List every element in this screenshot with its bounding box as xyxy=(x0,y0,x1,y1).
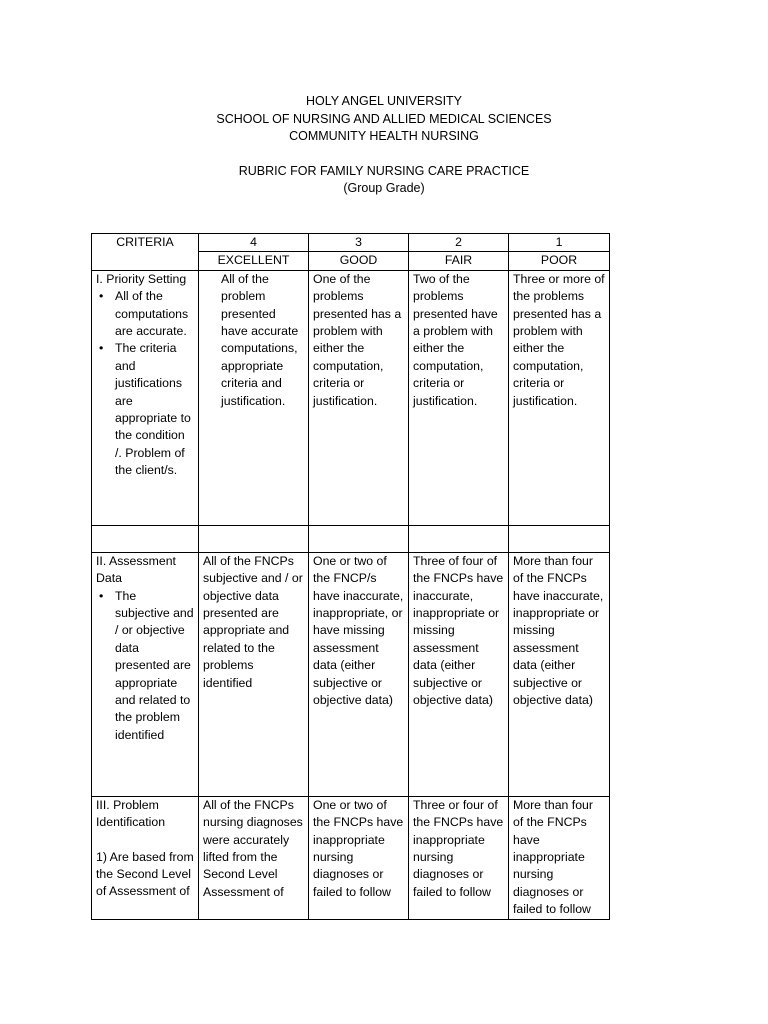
criteria-header: CRITERIA xyxy=(92,234,199,271)
rating-header: EXCELLENT xyxy=(199,252,309,270)
criterion-subitem: 1) Are based from the Second Level of Assessment of xyxy=(96,849,194,899)
good-cell: One or two of the FNCP/s have inaccurate, inappropriate, or have missing assessment data (either subjective or objective data) xyxy=(309,552,409,796)
blank-row xyxy=(92,525,610,552)
rating-header: GOOD xyxy=(309,252,409,270)
criterion-cell xyxy=(92,270,199,525)
good-cell: One or two of the FNCPs have inappropriate nursing diagnoses or failed to follow xyxy=(309,796,409,919)
criterion-bullet: • The subjective and / or objective data presented are appropriate and related to the problem identified xyxy=(115,588,194,745)
document-header xyxy=(0,93,768,198)
criterion-bullets xyxy=(96,288,194,479)
rating-header: FAIR xyxy=(409,252,509,270)
poor-cell: More than four of the FNCPs have inaccurate, inappropriate or missing assessment data (either subjective or objective data) xyxy=(509,552,610,796)
score-header: 4 xyxy=(199,234,309,252)
criterion-title: III. Problem Identification xyxy=(96,797,166,830)
fair-cell: Three or four of the FNCPs have inappropriate nursing diagnoses or failed to follow xyxy=(409,796,509,919)
score-header: 1 xyxy=(509,234,610,252)
rubric-title: RUBRIC FOR FAMILY NURSING CARE PRACTICE xyxy=(238,163,530,178)
criterion-bullets xyxy=(96,588,194,745)
school-name: SCHOOL OF NURSING AND ALLIED MEDICAL SCIENCES xyxy=(216,111,552,126)
excellent-cell: All of the problem presented have accurate computations, appropriate criteria and justification. xyxy=(199,270,309,525)
rubric-subtitle: (Group Grade) xyxy=(343,181,425,195)
criterion-bullet: • All of the computations are accurate. xyxy=(115,288,194,340)
fair-cell: Two of the problems presented have a problem with either the computation, criteria or justification. xyxy=(409,270,509,525)
score-header: 3 xyxy=(309,234,409,252)
criterion-title: I. Priority Setting xyxy=(96,271,187,286)
score-header: 2 xyxy=(409,234,509,252)
table-row xyxy=(92,796,610,919)
fair-cell: Three of four of the FNCPs have inaccurate, inappropriate or missing assessment data (either subjective or objective data) xyxy=(409,552,509,796)
rubric-table xyxy=(91,233,610,920)
poor-cell: More than four of the FNCPs have inappropriate nursing diagnoses or failed to follow xyxy=(509,796,610,919)
university-name: HOLY ANGEL UNIVERSITY xyxy=(305,94,463,108)
criterion-cell xyxy=(92,552,199,796)
good-cell: One of the problems presented has a problem with either the computation, criteria or justification. xyxy=(309,270,409,525)
criterion-cell xyxy=(92,796,199,919)
rating-header: POOR xyxy=(509,252,610,270)
excellent-cell: All of the FNCPs nursing diagnoses were accurately lifted from the Second Level Assessment of xyxy=(199,796,309,919)
criterion-title: II. Assessment Data xyxy=(96,553,176,586)
excellent-cell: All of the FNCPs subjective and / or objective data presented are appropriate and related to the problems identified xyxy=(199,552,309,796)
department-name: COMMUNITY HEALTH NURSING xyxy=(289,129,479,143)
score-header-row xyxy=(92,234,610,252)
table-row xyxy=(92,552,610,796)
poor-cell: Three or more of the problems presented has a problem with either the computation, criteria or justification. xyxy=(509,270,610,525)
table-row xyxy=(92,270,610,525)
criterion-bullet: • The criteria and justifications are appropriate to the condition /. Problem of the client/s. xyxy=(115,340,194,479)
